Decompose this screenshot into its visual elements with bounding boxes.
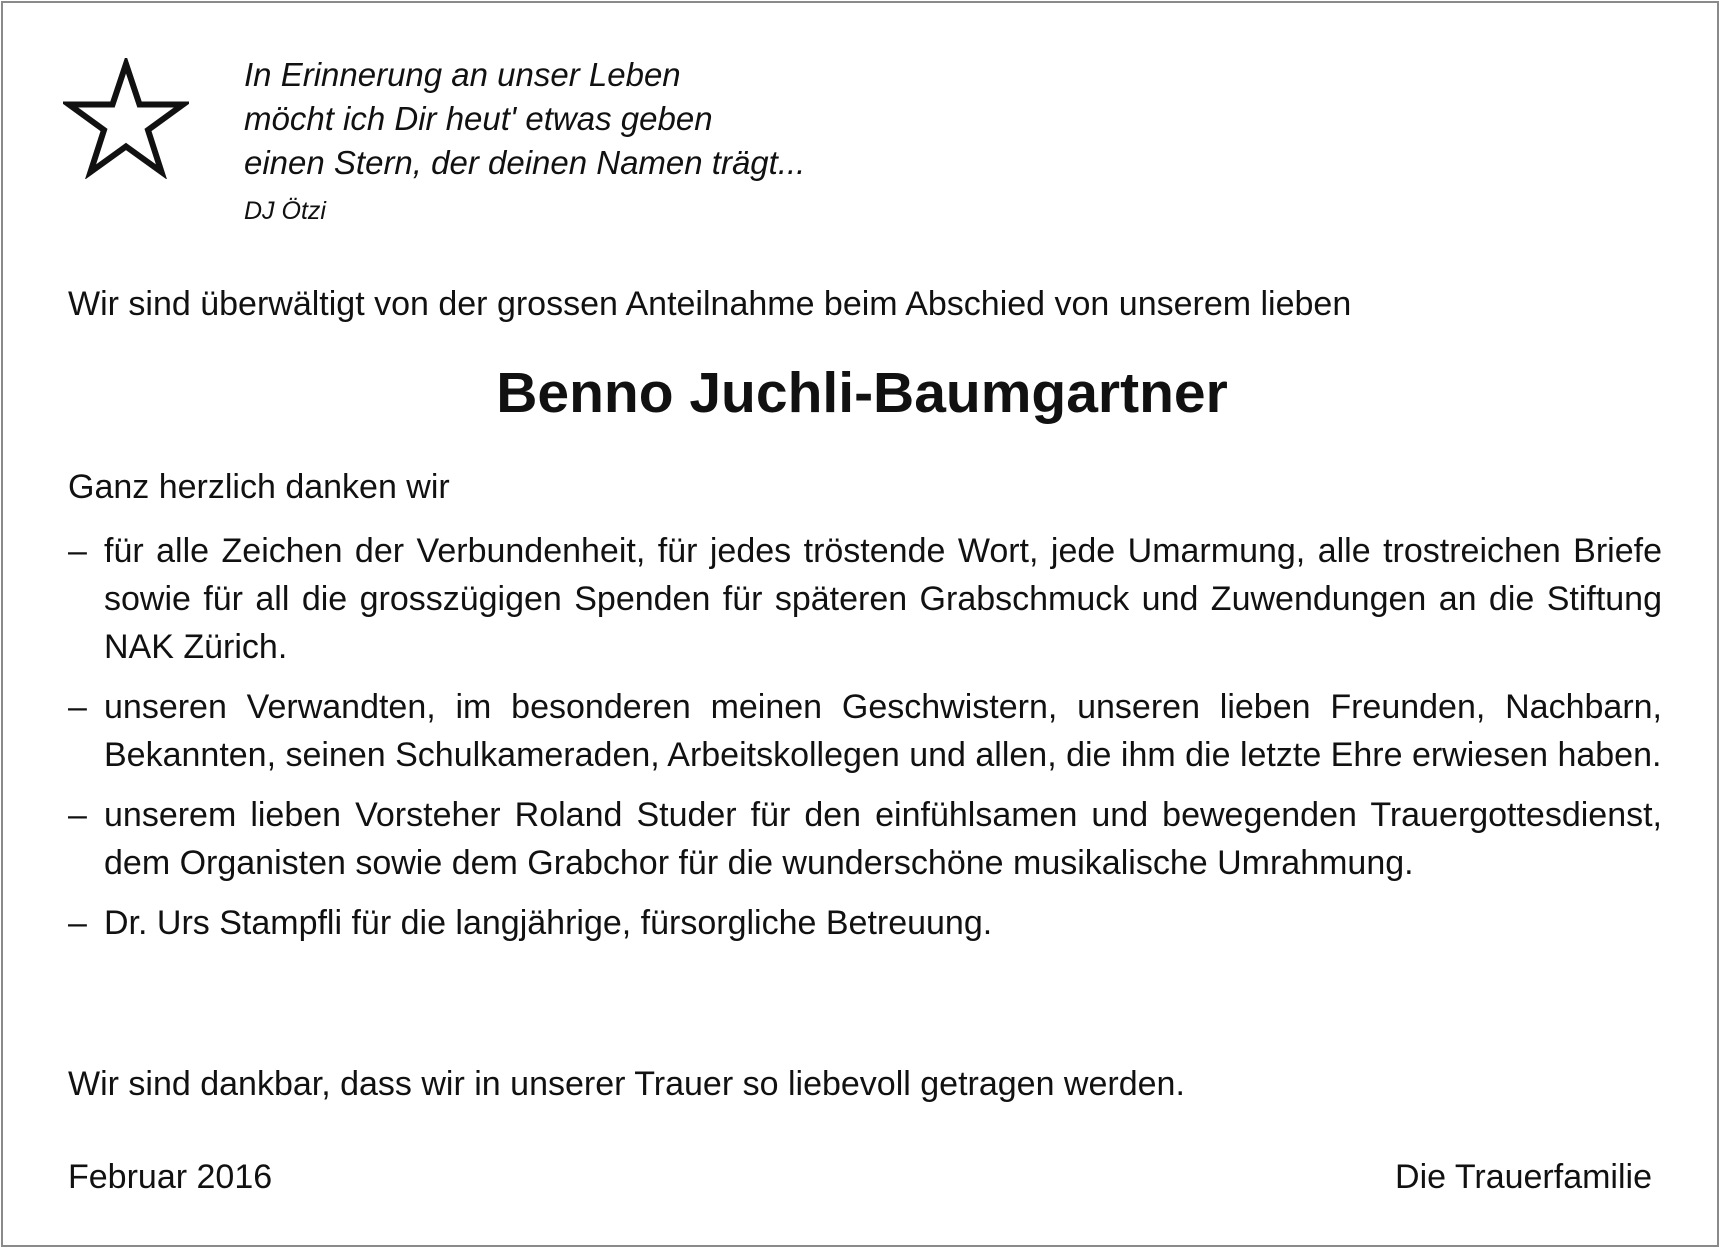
closing-text: Wir sind dankbar, dass wir in unserer Trauer so liebevoll getragen werden. (68, 1065, 1185, 1103)
thanks-list (68, 527, 1662, 959)
dash-bullet: – (68, 796, 87, 834)
list-item (68, 527, 1662, 671)
notice-date: Februar 2016 (68, 1158, 273, 1196)
thanks-lead: Ganz herzlich danken wir (68, 468, 450, 506)
poem-author: DJ Ötzi (244, 197, 326, 225)
poem-line: einen Stern, der deinen Namen trägt... (244, 144, 806, 181)
intro-text: Wir sind überwältigt von der grossen Anteilnahme beim Abschied von unserem lieben (68, 285, 1352, 323)
poem-line: möcht ich Dir heut' etwas geben (244, 100, 713, 137)
list-item-text: Dr. Urs Stampfli für die langjährige, fürsorgliche Betreuung. (104, 904, 993, 942)
list-item (68, 899, 1662, 947)
list-item-text: unserem lieben Vorsteher Roland Studer für den einfühlsamen und bewegenden Trauergottesdienst, dem Organisten sowie dem Grabchor für die wunderschöne musikalische Umrahmung. (104, 796, 1662, 882)
list-item-text: unseren Verwandten, im besonderen meinen Geschwistern, unseren lieben Freunden, Nachbarn, Bekannten, seinen Schulkameraden, Arbeitskollegen und allen, die ihm die letzte Ehre erwiesen haben. (104, 688, 1662, 774)
list-item-text: für alle Zeichen der Verbundenheit, für jedes tröstende Wort, jede Umarmung, alle trostreichen Briefe sowie für all die grosszügigen Spenden für späteren Grabschmuck und Zuwendungen an die Stiftung NAK Zürich. (104, 532, 1662, 666)
deceased-name: Benno Juchli-Baumgartner (496, 361, 1228, 425)
poem-quote (244, 53, 805, 185)
dash-bullet: – (68, 532, 87, 570)
notice-frame (1, 1, 1719, 1247)
poem-line: In Erinnerung an unser Leben (244, 56, 681, 93)
list-item (68, 683, 1662, 779)
list-item (68, 791, 1662, 887)
dash-bullet: – (68, 904, 87, 942)
dash-bullet: – (68, 688, 87, 726)
signature: Die Trauerfamilie (1395, 1158, 1652, 1196)
star-outline-icon (63, 58, 189, 179)
